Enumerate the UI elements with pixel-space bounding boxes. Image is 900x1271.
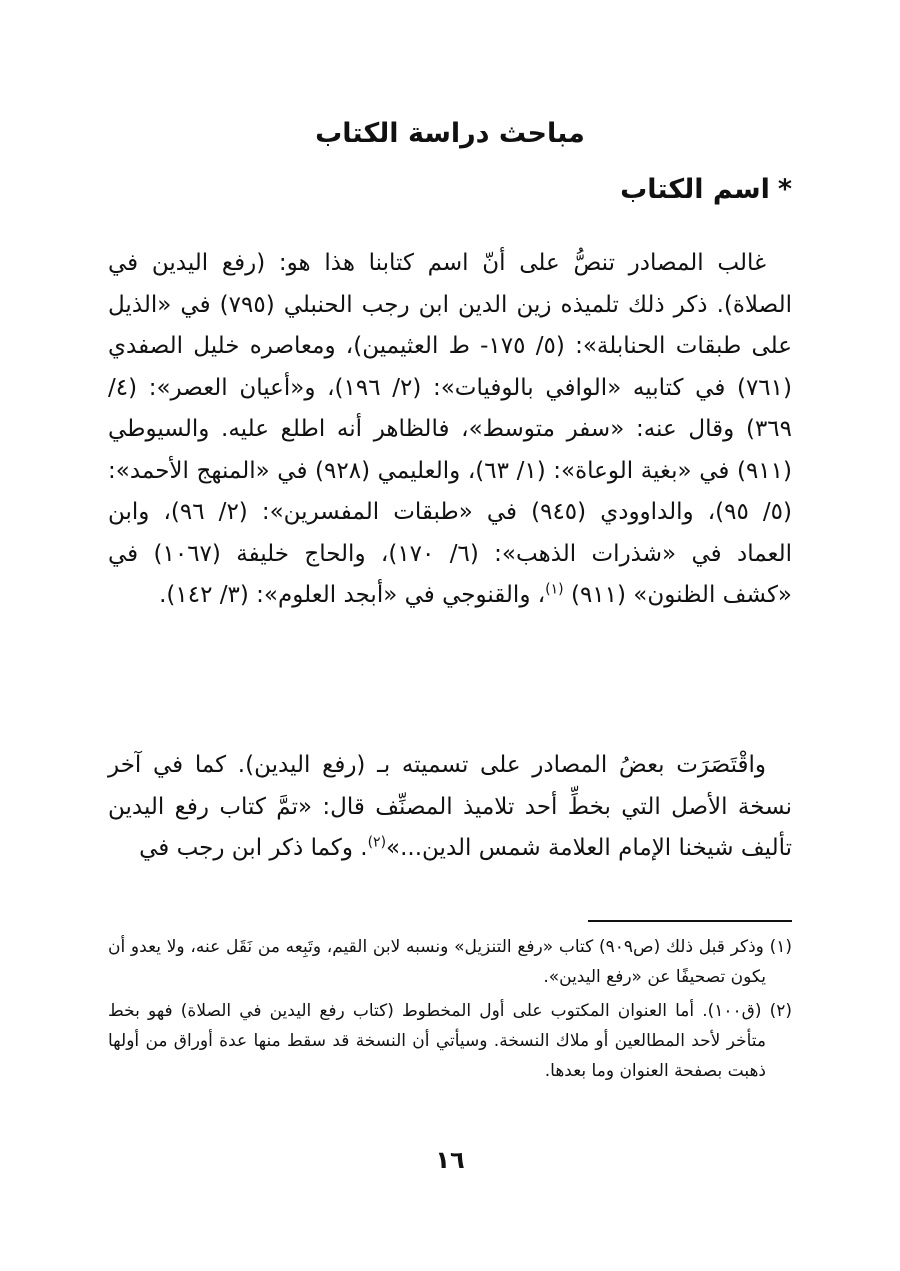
body-paragraph-2 (108, 745, 792, 870)
section-title: اسم الكتاب (620, 174, 770, 205)
footnote-2: (٢) (ق١٠٠). أما العنوان المكتوب على أول المخطوط (كتاب رفع اليدين في الصلاة) فهو بخط متأخر لأحد المطالعين أو ملاك النسخة. وسيأتي أن النسخة قد سقط منها عدة أوراق من أولها ذهبت بصفحة العنوان وما بعدها. (108, 1001, 792, 1081)
chapter-title: مباحث دراسة الكتاب (315, 118, 585, 149)
asterisk-icon: * (777, 174, 792, 205)
footnotes-section (108, 932, 792, 1090)
page-number: ١٦ (435, 1146, 465, 1174)
footnote-1: (١) وذكر قبل ذلك (ص٩٠٩) كتاب «رفع التنزيل» ونسبه لابن القيم، وتَبِعه من نَقَل عنه، ولا يعدو أن يكون تصحيفًا عن «رفع اليدين». (108, 937, 792, 987)
paragraph-text-continued: . وكما ذكر ابن رجب في (139, 835, 368, 861)
paragraph-text-continued: ، والقنوجي في «أبجد العلوم»: (٣/ ١٤٢). (159, 582, 546, 608)
footnote-divider (588, 920, 792, 922)
paragraph-text: غالب المصادر تنصُّ على أنّ اسم كتابنا هذا هو: (رفع اليدين في الصلاة). ذكر ذلك تلميذه زين الدين ابن رجب الحنبلي (٧٩٥) في «الذيل على طبقات الحنابلة»: (٥/ ١٧٥- ط العثيمين)، ومعاصره خليل الصفدي (٧٦١) في كتابيه «الوافي بالوفيات»: (٢/ ١٩٦)، و«أعيان العصر»: (٤/ ٣٦٩) وقال عنه: «سفر متوسط»، فالظاهر أنه اطلع عليه. والسيوطي (٩١١) في «بغية الوعاة»: (١/ ٦٣)، والعليمي (٩٢٨) في «المنهج الأحمد»: (٥/ ٩٥)، والداوودي (٩٤٥) في «طبقات المفسرين»: (٢/ ٩٦)، وابن العماد في «شذرات الذهب»: (٦/ ١٧٠)، والحاج خليفة (١٠٦٧) في «كشف الظنون» (٩١١) (108, 250, 793, 608)
paragraph-text: واقْتَصَرَت بعضُ المصادر على تسميته بـ (رفع اليدين). كما في آخر نسخة الأصل التي بخطِّ أحد تلاميذ المصنِّف قال: «تمَّ كتاب رفع اليدين تأليف شيخنا الإمام العلامة شمس الدين...» (108, 752, 792, 861)
body-paragraph-1 (108, 243, 792, 617)
section-heading (620, 168, 792, 212)
footnote-reference-1[interactable]: (١) (545, 581, 564, 598)
footnote-reference-2[interactable]: (٢) (367, 834, 387, 851)
